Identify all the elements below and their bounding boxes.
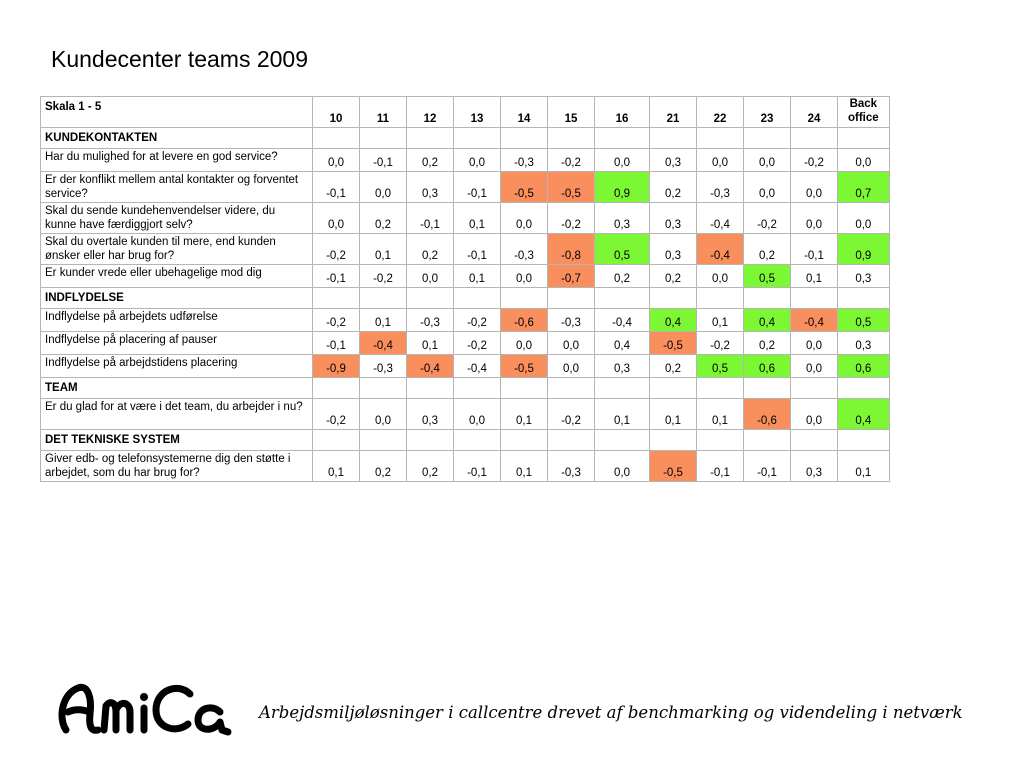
value-cell: 0,5	[744, 265, 791, 288]
value-cell: -0,2	[313, 309, 360, 332]
value-cell: -0,2	[548, 399, 595, 430]
value-cell: 0,6	[744, 355, 791, 378]
value-cell: -0,1	[791, 234, 838, 265]
value-cell: -0,2	[313, 399, 360, 430]
value-cell: -0,4	[595, 309, 650, 332]
empty-cell	[313, 430, 360, 451]
value-cell: -0,1	[454, 451, 501, 482]
value-cell: 0,3	[838, 332, 890, 355]
section-label: INDFLYDELSE	[41, 288, 313, 309]
value-cell: -0,1	[360, 149, 407, 172]
value-cell: 0,1	[313, 451, 360, 482]
value-cell: -0,4	[407, 355, 454, 378]
empty-cell	[744, 378, 791, 399]
empty-cell	[454, 288, 501, 309]
value-cell: 0,2	[650, 355, 697, 378]
column-header: 23	[744, 97, 791, 128]
empty-cell	[360, 128, 407, 149]
value-cell: -0,5	[501, 172, 548, 203]
value-cell: -0,4	[697, 234, 744, 265]
row-label: Indflydelse på arbejdets udførelse	[41, 309, 313, 332]
value-cell: 0,0	[744, 172, 791, 203]
empty-cell	[313, 378, 360, 399]
value-cell: -0,2	[744, 203, 791, 234]
value-cell: 0,0	[501, 203, 548, 234]
empty-cell	[407, 128, 454, 149]
column-header: 12	[407, 97, 454, 128]
table-row	[41, 265, 890, 288]
row-label: Giver edb- og telefonsystemerne dig den støtte i arbejdet, som du har brug for?	[41, 451, 313, 482]
column-header: 21	[650, 97, 697, 128]
row-label: Indflydelse på placering af pauser	[41, 332, 313, 355]
value-cell: 0,0	[360, 172, 407, 203]
value-cell: -0,3	[548, 451, 595, 482]
row-label: Skal du overtale kunden til mere, end kunden ønsker eller har brug for?	[41, 234, 313, 265]
value-cell: 0,0	[791, 172, 838, 203]
empty-cell	[407, 378, 454, 399]
table-row	[41, 149, 890, 172]
section-row	[41, 128, 890, 149]
value-cell: 0,0	[313, 203, 360, 234]
value-cell: 0,3	[407, 172, 454, 203]
value-cell: -0,1	[454, 172, 501, 203]
empty-cell	[744, 430, 791, 451]
value-cell: 0,0	[697, 149, 744, 172]
value-cell: -0,9	[313, 355, 360, 378]
value-cell: 0,1	[454, 203, 501, 234]
scale-label: Skala 1 - 5	[41, 97, 313, 128]
empty-cell	[838, 430, 890, 451]
empty-cell	[650, 128, 697, 149]
value-cell: 0,9	[595, 172, 650, 203]
value-cell: 0,1	[697, 399, 744, 430]
value-cell: 0,3	[595, 355, 650, 378]
value-cell: -0,1	[697, 451, 744, 482]
value-cell: 0,2	[744, 234, 791, 265]
column-header: 24	[791, 97, 838, 128]
value-cell: -0,7	[548, 265, 595, 288]
value-cell: 0,6	[838, 355, 890, 378]
value-cell: 0,0	[548, 355, 595, 378]
empty-cell	[791, 288, 838, 309]
value-cell: 0,0	[838, 203, 890, 234]
empty-cell	[838, 378, 890, 399]
empty-cell	[650, 288, 697, 309]
value-cell: 0,0	[501, 265, 548, 288]
section-label: TEAM	[41, 378, 313, 399]
value-cell: -0,2	[313, 234, 360, 265]
value-cell: 0,1	[838, 451, 890, 482]
value-cell: -0,1	[454, 234, 501, 265]
empty-cell	[791, 378, 838, 399]
empty-cell	[454, 430, 501, 451]
value-cell: 0,0	[791, 332, 838, 355]
value-cell: 0,1	[501, 451, 548, 482]
row-label: Er der konflikt mellem antal kontakter og forventet service?	[41, 172, 313, 203]
value-cell: -0,4	[360, 332, 407, 355]
empty-cell	[313, 128, 360, 149]
value-cell: 0,3	[650, 203, 697, 234]
value-cell: 0,7	[838, 172, 890, 203]
value-cell: -0,3	[548, 309, 595, 332]
column-header: 10	[313, 97, 360, 128]
section-label: KUNDEKONTAKTEN	[41, 128, 313, 149]
value-cell: 0,0	[595, 149, 650, 172]
value-cell: -0,6	[501, 309, 548, 332]
value-cell: 0,1	[407, 332, 454, 355]
column-header: Back office	[838, 97, 890, 128]
row-label: Indflydelse på arbejdstidens placering	[41, 355, 313, 378]
column-header: 15	[548, 97, 595, 128]
value-cell: 0,3	[838, 265, 890, 288]
value-cell: -0,5	[548, 172, 595, 203]
column-header: 22	[697, 97, 744, 128]
value-cell: 0,0	[791, 355, 838, 378]
value-cell: 0,1	[650, 399, 697, 430]
value-cell: -0,4	[791, 309, 838, 332]
value-cell: 0,0	[454, 399, 501, 430]
empty-cell	[838, 128, 890, 149]
value-cell: 0,0	[501, 332, 548, 355]
section-row	[41, 378, 890, 399]
table-row	[41, 451, 890, 482]
value-cell: -0,1	[407, 203, 454, 234]
value-cell: -0,2	[454, 309, 501, 332]
value-cell: -0,4	[454, 355, 501, 378]
table-row	[41, 399, 890, 430]
empty-cell	[501, 378, 548, 399]
value-cell: -0,4	[697, 203, 744, 234]
empty-cell	[697, 430, 744, 451]
empty-cell	[407, 288, 454, 309]
row-label: Skal du sende kundehenvendelser videre, du kunne have færdiggjort selv?	[41, 203, 313, 234]
value-cell: -0,3	[501, 149, 548, 172]
empty-cell	[360, 378, 407, 399]
value-cell: 0,3	[791, 451, 838, 482]
value-cell: -0,2	[791, 149, 838, 172]
value-cell: 0,2	[595, 265, 650, 288]
empty-cell	[791, 430, 838, 451]
value-cell: 0,0	[697, 265, 744, 288]
value-cell: -0,2	[454, 332, 501, 355]
value-cell: 0,0	[791, 399, 838, 430]
column-header: 11	[360, 97, 407, 128]
value-cell: 0,2	[407, 234, 454, 265]
empty-cell	[548, 378, 595, 399]
value-cell: 0,0	[454, 149, 501, 172]
empty-cell	[501, 128, 548, 149]
empty-cell	[697, 128, 744, 149]
empty-cell	[360, 430, 407, 451]
value-cell: -0,2	[360, 265, 407, 288]
value-cell: 0,2	[744, 332, 791, 355]
value-cell: 0,1	[360, 309, 407, 332]
value-cell: 0,5	[595, 234, 650, 265]
value-cell: -0,3	[501, 234, 548, 265]
value-cell: 0,3	[407, 399, 454, 430]
empty-cell	[454, 378, 501, 399]
table-header-row	[41, 97, 890, 128]
value-cell: 0,1	[454, 265, 501, 288]
empty-cell	[360, 288, 407, 309]
column-header: 13	[454, 97, 501, 128]
value-cell: 0,4	[595, 332, 650, 355]
row-label: Er du glad for at være i det team, du arbejder i nu?	[41, 399, 313, 430]
value-cell: -0,1	[313, 172, 360, 203]
value-cell: 0,2	[407, 149, 454, 172]
value-cell: -0,1	[313, 265, 360, 288]
value-cell: 0,1	[360, 234, 407, 265]
empty-cell	[791, 128, 838, 149]
value-cell: -0,3	[407, 309, 454, 332]
value-cell: 0,0	[838, 149, 890, 172]
empty-cell	[838, 288, 890, 309]
value-cell: 0,2	[360, 451, 407, 482]
value-cell: -0,5	[501, 355, 548, 378]
value-cell: 0,3	[650, 234, 697, 265]
value-cell: 0,0	[407, 265, 454, 288]
value-cell: 0,9	[838, 234, 890, 265]
value-cell: 0,5	[697, 355, 744, 378]
empty-cell	[454, 128, 501, 149]
empty-cell	[548, 430, 595, 451]
empty-cell	[407, 430, 454, 451]
row-label: Er kunder vrede eller ubehagelige mod dig	[41, 265, 313, 288]
amica-logo	[52, 668, 242, 748]
value-cell: 0,4	[838, 399, 890, 430]
value-cell: 0,2	[650, 172, 697, 203]
empty-cell	[744, 288, 791, 309]
table-row	[41, 203, 890, 234]
row-label: Har du mulighed for at levere en god service?	[41, 149, 313, 172]
table-row	[41, 172, 890, 203]
value-cell: -0,5	[650, 451, 697, 482]
page-title: Kundecenter teams 2009	[51, 46, 309, 72]
value-cell: -0,1	[313, 332, 360, 355]
empty-cell	[595, 378, 650, 399]
value-cell: -0,3	[697, 172, 744, 203]
value-cell: -0,8	[548, 234, 595, 265]
section-row	[41, 288, 890, 309]
value-cell: 0,0	[744, 149, 791, 172]
empty-cell	[697, 288, 744, 309]
value-cell: 0,2	[360, 203, 407, 234]
value-cell: 0,0	[360, 399, 407, 430]
value-cell: 0,1	[791, 265, 838, 288]
value-cell: -0,1	[744, 451, 791, 482]
table-row	[41, 332, 890, 355]
section-label: DET TEKNISKE SYSTEM	[41, 430, 313, 451]
section-row	[41, 430, 890, 451]
column-header: 14	[501, 97, 548, 128]
value-cell: 0,3	[595, 203, 650, 234]
value-cell: -0,6	[744, 399, 791, 430]
value-cell: -0,2	[697, 332, 744, 355]
value-cell: 0,4	[744, 309, 791, 332]
empty-cell	[501, 288, 548, 309]
empty-cell	[501, 430, 548, 451]
value-cell: 0,0	[791, 203, 838, 234]
value-cell: -0,2	[548, 149, 595, 172]
empty-cell	[595, 128, 650, 149]
table-row	[41, 234, 890, 265]
table-row	[41, 309, 890, 332]
value-cell: 0,0	[548, 332, 595, 355]
empty-cell	[744, 128, 791, 149]
value-cell: 0,0	[595, 451, 650, 482]
empty-cell	[650, 378, 697, 399]
value-cell: -0,3	[360, 355, 407, 378]
empty-cell	[595, 288, 650, 309]
value-cell: 0,4	[650, 309, 697, 332]
value-cell: 0,5	[838, 309, 890, 332]
empty-cell	[548, 288, 595, 309]
value-cell: 0,1	[697, 309, 744, 332]
value-cell: 0,1	[595, 399, 650, 430]
table-row	[41, 355, 890, 378]
results-table	[40, 96, 890, 482]
tagline: Arbejdsmiljøløsninger i callcentre drevet af benchmarking og videndeling i netværk	[259, 703, 963, 722]
value-cell: 0,1	[501, 399, 548, 430]
value-cell: 0,2	[650, 265, 697, 288]
empty-cell	[650, 430, 697, 451]
footer	[52, 668, 982, 748]
value-cell: 0,3	[650, 149, 697, 172]
empty-cell	[548, 128, 595, 149]
column-header: 16	[595, 97, 650, 128]
empty-cell	[313, 288, 360, 309]
value-cell: 0,0	[313, 149, 360, 172]
value-cell: -0,5	[650, 332, 697, 355]
empty-cell	[697, 378, 744, 399]
value-cell: -0,2	[548, 203, 595, 234]
value-cell: 0,2	[407, 451, 454, 482]
empty-cell	[595, 430, 650, 451]
